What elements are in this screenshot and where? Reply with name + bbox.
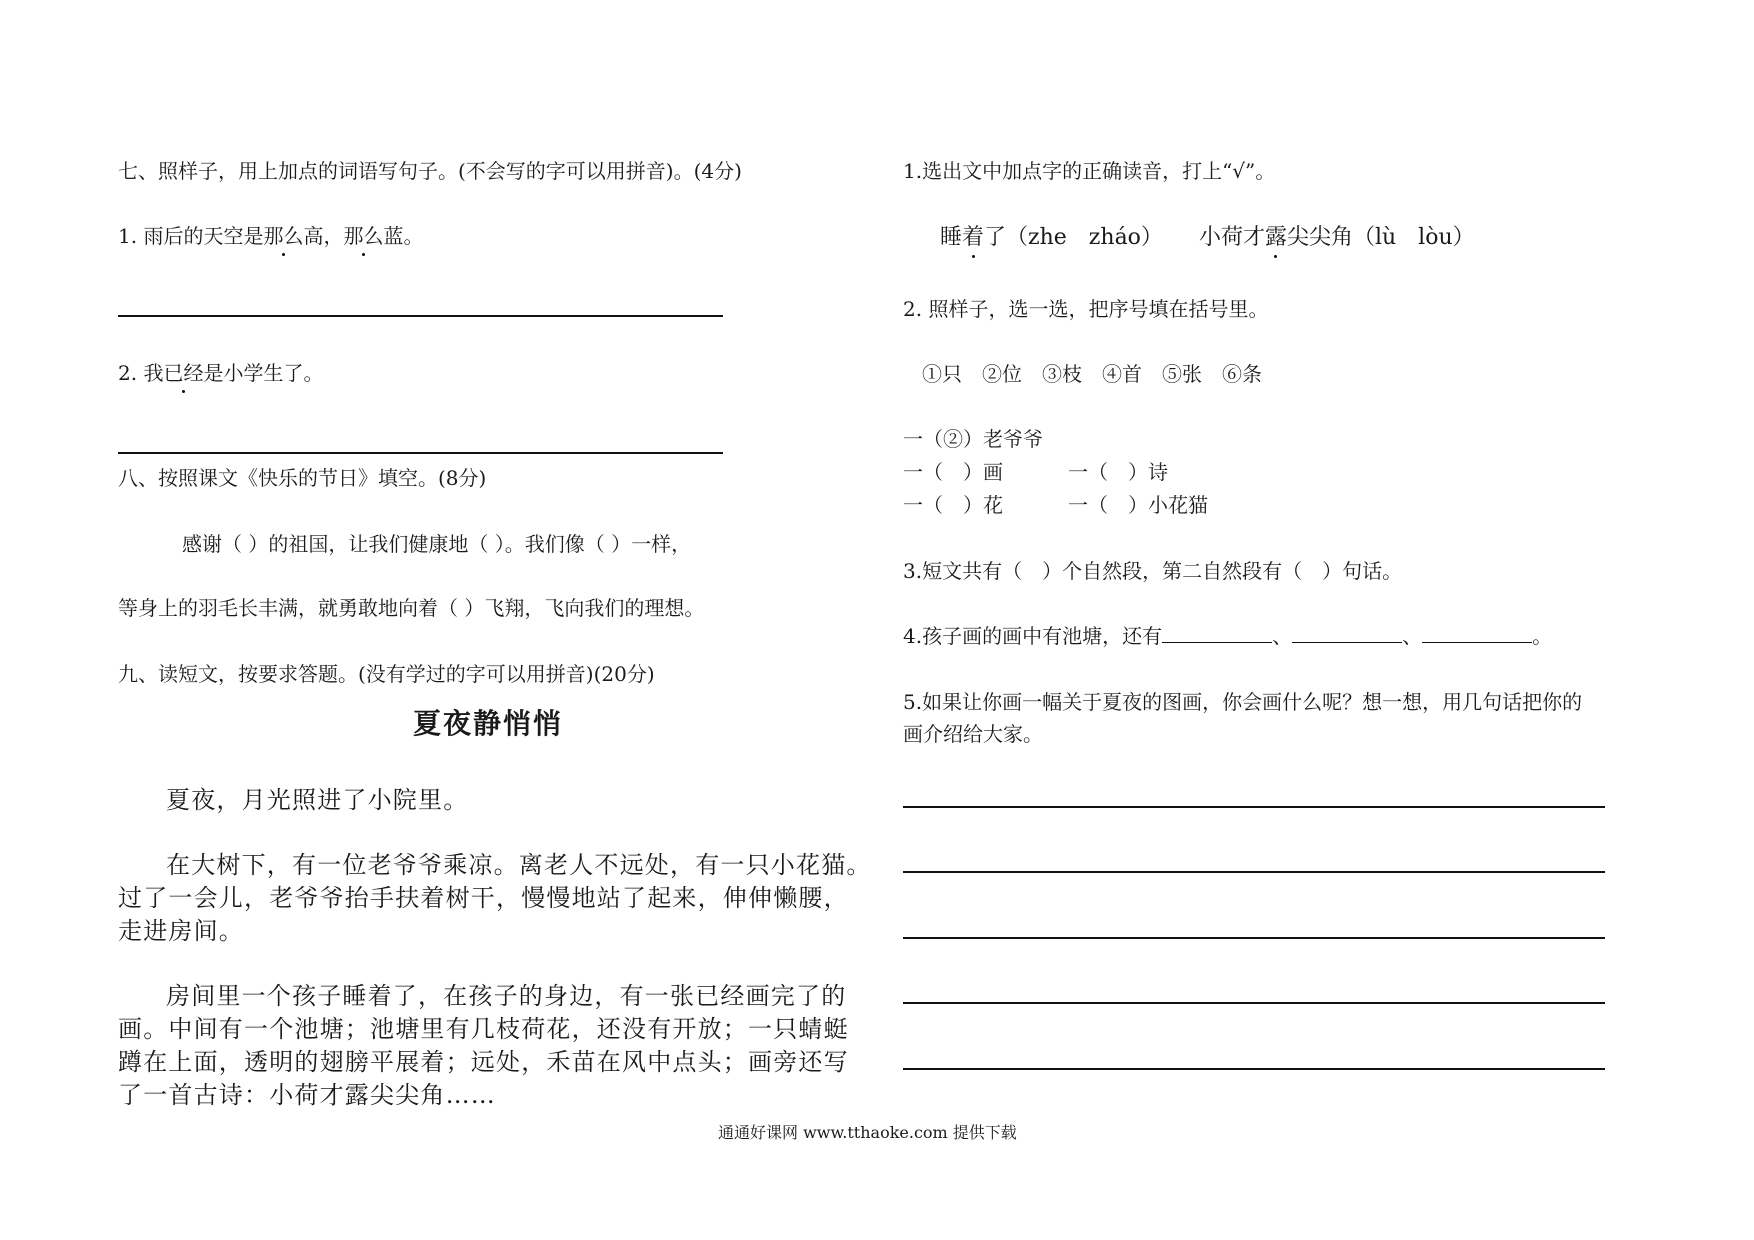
- period: 。: [1532, 624, 1553, 648]
- r2-blank-measure[interactable]: 一（ ）诗: [1068, 460, 1168, 484]
- passage-line: 走进房间。: [118, 917, 244, 945]
- separator: 、: [1272, 624, 1293, 648]
- r2-blank-measure[interactable]: 一（ ）画: [903, 460, 1003, 484]
- separator: 、: [1402, 624, 1423, 648]
- r2-options: ①只 ②位 ③枝 ④首 ⑤张 ⑥条: [922, 362, 1262, 386]
- answer-line[interactable]: [903, 1068, 1605, 1070]
- q7-heading: 七、照样子，用上加点的词语写句子。(不会写的字可以用拼音)。(4分): [118, 159, 742, 183]
- r4-question: [903, 620, 1552, 649]
- r4-prefix: 4.孩子画的画中有池塘，还有: [903, 624, 1163, 648]
- passage-line: 了一首古诗：小荷才露尖尖角……: [118, 1081, 496, 1109]
- r1-heading: 1.选出文中加点字的正确读音，打上“√”。: [903, 159, 1276, 183]
- q7-1-mid: 高，: [303, 224, 344, 248]
- passage-paragraph-2: [118, 849, 872, 948]
- fill-blank[interactable]: [1292, 624, 1402, 643]
- r1-w2-a: 小荷才: [1198, 225, 1265, 250]
- dotted-char: 着: [962, 220, 984, 251]
- r2-blank-measure[interactable]: 一（ ）花: [903, 493, 1003, 517]
- story-title: 夏夜静悄悄: [413, 707, 564, 740]
- fill-blank[interactable]: [1162, 624, 1272, 643]
- q8-fill-line-1: 感谢（ ）的祖国，让我们健康地（ ）。我们像（ ）一样，: [182, 532, 692, 556]
- passage-paragraph-1: [118, 784, 468, 817]
- passage-paragraph-3: [118, 980, 849, 1112]
- r5-question-line-1: 5.如果让你画一幅关于夏夜的图画，你会画什么呢？想一想，用几句话把你的: [903, 690, 1583, 714]
- passage-line: 画。中间有一个池塘；池塘里有几枝荷花，还没有开放；一只蜻蜓: [118, 1015, 849, 1043]
- answer-line[interactable]: [903, 937, 1605, 939]
- fill-blank[interactable]: [1422, 624, 1532, 643]
- answer-line[interactable]: [903, 871, 1605, 873]
- q7-1-suffix: 蓝。: [383, 224, 424, 248]
- footer-credit: 通通好课网 www.tthaoke.com 提供下载: [718, 1123, 1017, 1142]
- r1-w1-a: 睡: [940, 225, 963, 250]
- r5-question-line-2: 画介绍给大家。: [903, 722, 1043, 746]
- r3-question: 3.短文共有（ ）个自然段，第二自然段有（ ）句话。: [903, 559, 1403, 583]
- q8-fill-line-2: 等身上的羽毛长丰满，就勇敢地向着（ ）飞翔，飞向我们的理想。: [118, 596, 705, 620]
- r2-heading: 2. 照样子，选一选，把序号填在括号里。: [903, 297, 1269, 321]
- passage-line: 在大树下，有一位老爷爷乘凉。离老人不远处，有一只小花猫。: [166, 851, 872, 879]
- r1-options: [940, 220, 1475, 251]
- passage-line: 过了一会儿，老爷爷抬手扶着树干，慢慢地站了起来，伸伸懒腰，: [118, 884, 849, 912]
- q9-heading: 九、读短文，按要求答题。(没有学过的字可以用拼音)(20分): [118, 662, 655, 686]
- answer-line[interactable]: [118, 452, 723, 454]
- dotted-word: 那么: [263, 220, 303, 249]
- passage-line: 蹲在上面，透明的翅膀平展着；远处，禾苗在风中点头；画旁还写: [118, 1048, 849, 1076]
- r2-example: 一（②）老爷爷: [903, 427, 1043, 451]
- pinyin-choice[interactable]: 尖尖角（lù lòu）: [1286, 225, 1475, 250]
- q7-item-2: [118, 357, 323, 386]
- q7-2-prefix: 2. 我: [118, 361, 164, 385]
- r2-blank-measure[interactable]: 一（ ）小花猫: [1068, 493, 1208, 517]
- q7-item-1: [118, 220, 423, 249]
- answer-line[interactable]: [903, 1002, 1605, 1004]
- q8-heading: 八、按照课文《快乐的节日》填空。(8分): [118, 466, 487, 490]
- pinyin-choice[interactable]: 了（zhe zháo）: [984, 225, 1163, 250]
- dotted-char: 露: [1265, 220, 1287, 251]
- answer-line[interactable]: [903, 806, 1605, 808]
- answer-line[interactable]: [118, 315, 723, 317]
- passage-line: 夏夜，月光照进了小院里。: [166, 786, 469, 814]
- q7-2-suffix: 是小学生了。: [203, 361, 324, 385]
- passage-line: 房间里一个孩子睡着了，在孩子的身边，有一张已经画完了的: [166, 982, 847, 1010]
- q7-1-prefix: 1. 雨后的天空是: [118, 224, 264, 248]
- dotted-word: 那么: [343, 220, 383, 249]
- dotted-word: 已经: [163, 357, 203, 386]
